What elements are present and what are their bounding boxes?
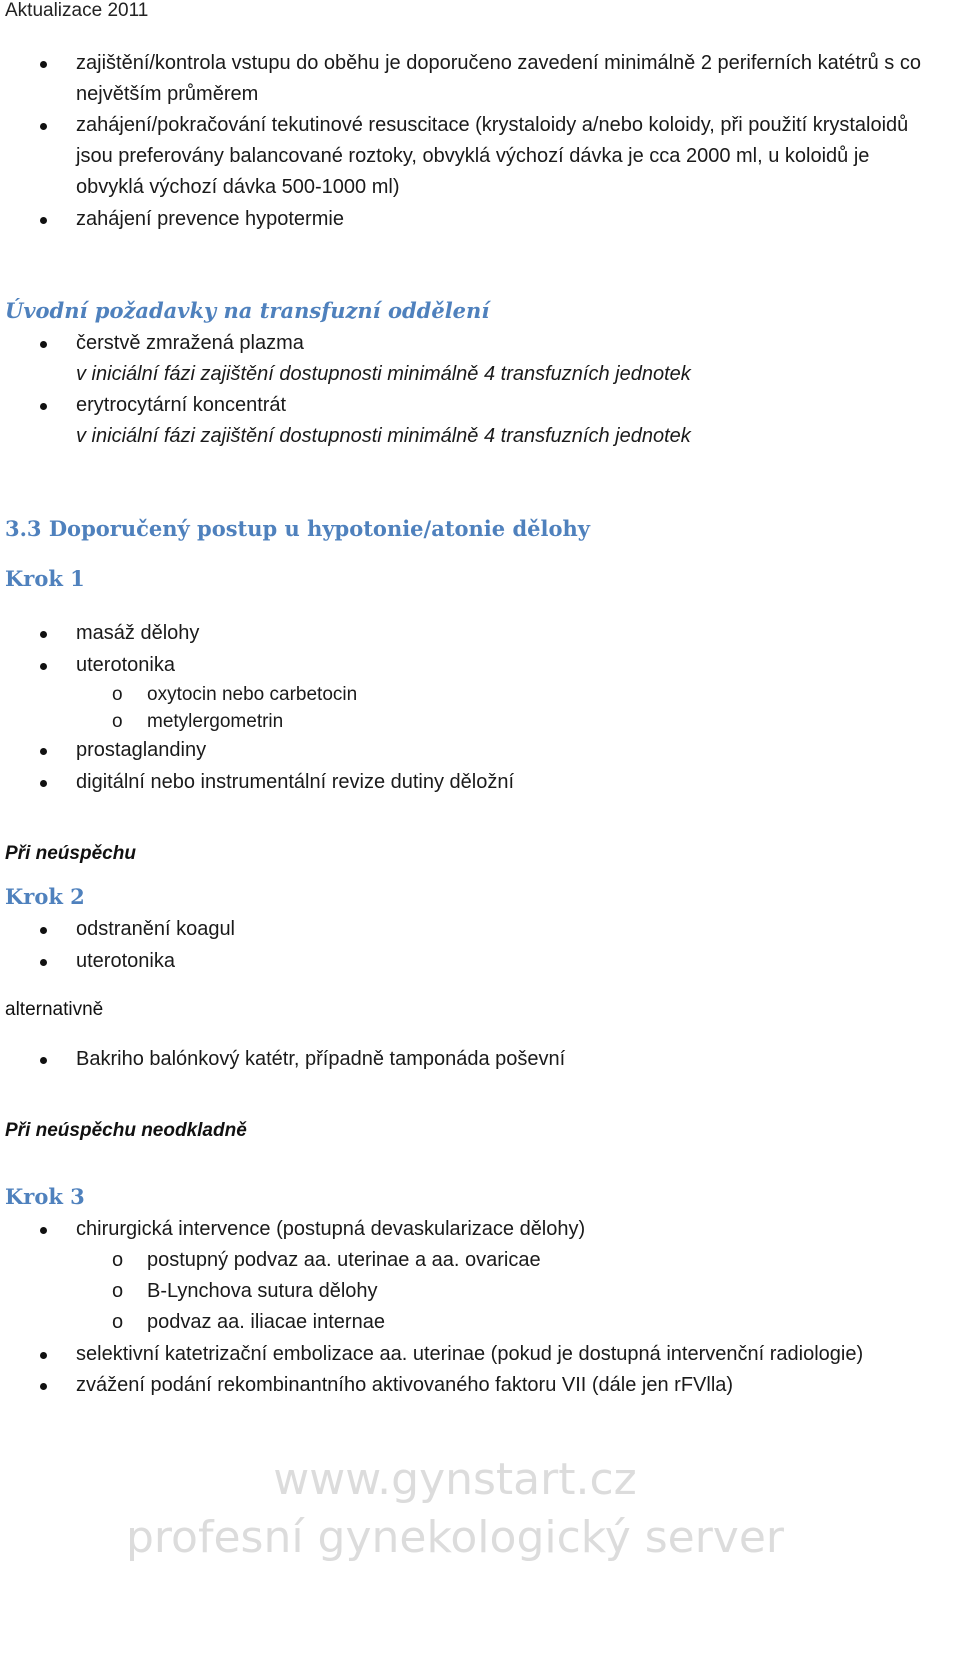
- bullet-icon: [40, 341, 47, 348]
- sub-marker: o: [112, 1280, 124, 1302]
- list-item: erytrocytární koncentrát: [40, 390, 940, 421]
- list-item: selektivní katetrizační embolizace aa. uterinae (pokud je dostupná intervenční radiologie): [40, 1339, 940, 1370]
- transfusion-note: v iniciální fázi zajištění dostupnosti minimálně 4 transfuzních jednotek: [76, 363, 691, 385]
- sub-marker: o: [112, 1311, 124, 1333]
- watermark-url: www.gynstart.cz: [273, 1454, 637, 1505]
- watermark-tagline: profesní gynekologický server: [125, 1512, 785, 1563]
- running-header: Aktualizace 2011: [5, 0, 149, 21]
- step2-heading: Krok 2: [5, 884, 85, 909]
- bullet-icon: [40, 631, 47, 638]
- alternative-label: alternativně: [5, 999, 104, 1020]
- step1-heading: Krok 1: [5, 566, 85, 591]
- list-item: uterotonika: [40, 650, 940, 681]
- list-item: digitální nebo instrumentální revize dutiny děložní: [40, 767, 940, 798]
- sub-marker: o: [112, 1249, 124, 1271]
- bullet-icon: [40, 403, 47, 410]
- sub-marker: o: [112, 711, 123, 732]
- bullet-icon: [40, 780, 47, 787]
- list-item: zahájení/pokračování tekutinové resuscitace (krystaloidy a/nebo koloidy, při použití krystaloidů jsou preferovány balancované roztoky, obvyklá výchozí dávka je cca 2000 ml, u koloidů je obvyklá výchozí dávka 500-1000 ml): [40, 110, 940, 203]
- list-item: čerstvě zmražená plazma: [40, 328, 940, 359]
- list-item: Bakriho balónkový katétr, případně tamponáda poševní: [40, 1044, 940, 1075]
- sub-list-item: metylergometrin: [147, 711, 284, 732]
- list-item: masáž dělohy: [40, 618, 940, 649]
- step3-heading: Krok 3: [5, 1184, 85, 1209]
- sub-list-item: postupný podvaz aa. uterinae a aa. ovaricae: [147, 1249, 541, 1271]
- bullet-icon: [40, 1352, 47, 1359]
- bullet-icon: [40, 217, 47, 224]
- failure-heading: Při neúspěchu neodkladně: [5, 1120, 247, 1141]
- list-item: chirurgická intervence (postupná devaskularizace dělohy): [40, 1214, 940, 1245]
- list-item: zajištění/kontrola vstupu do oběhu je doporučeno zavedení minimálně 2 periferních katétrů s co největším průměrem: [40, 48, 940, 110]
- list-item: zvážení podání rekombinantního aktivovaného faktoru VII (dále jen rFVlla): [40, 1370, 940, 1401]
- bullet-icon: [40, 927, 47, 934]
- bullet-icon: [40, 1227, 47, 1234]
- list-item: zahájení prevence hypotermie: [40, 204, 940, 235]
- bullet-icon: [40, 959, 47, 966]
- bullet-icon: [40, 663, 47, 670]
- bullet-icon: [40, 748, 47, 755]
- bullet-icon: [40, 61, 47, 68]
- sub-list-item: podvaz aa. iliacae internae: [147, 1311, 385, 1333]
- section-heading: 3.3 Doporučený postup u hypotonie/atonie dělohy: [5, 516, 590, 541]
- transfusion-heading: Úvodní požadavky na transfuzní oddělení: [5, 298, 490, 323]
- transfusion-note: v iniciální fázi zajištění dostupnosti minimálně 4 transfuzních jednotek: [76, 425, 691, 447]
- bullet-icon: [40, 1383, 47, 1390]
- list-item: uterotonika: [40, 946, 940, 977]
- bullet-icon: [40, 1057, 47, 1064]
- sub-marker: o: [112, 684, 123, 705]
- sub-list-item: oxytocin nebo carbetocin: [147, 684, 358, 705]
- bullet-icon: [40, 123, 47, 130]
- list-item: prostaglandiny: [40, 735, 940, 766]
- failure-heading: Při neúspěchu: [5, 843, 136, 864]
- sub-list-item: B-Lynchova sutura dělohy: [147, 1280, 378, 1302]
- list-item: odstranění koagul: [40, 914, 940, 945]
